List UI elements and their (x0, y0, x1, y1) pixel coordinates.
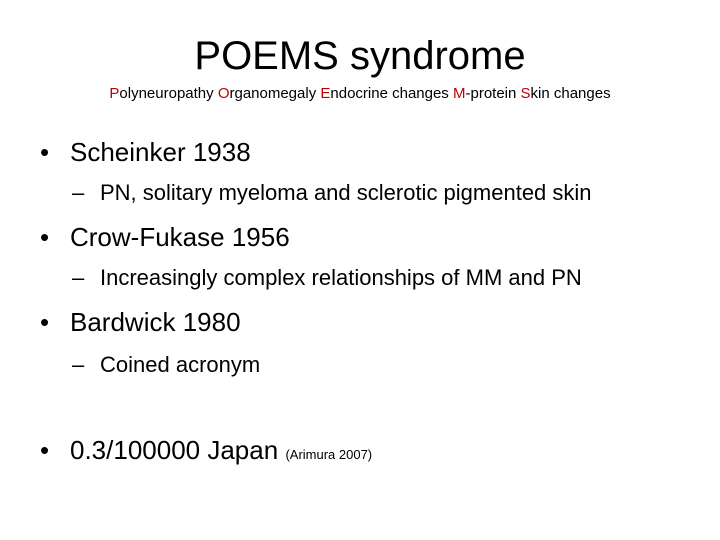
sub-bullet-item (72, 179, 592, 207)
acronym-word-o: rganomegaly (229, 85, 321, 102)
sub-bullet-glyph: – (72, 265, 85, 290)
bullet-item (40, 306, 241, 338)
bullet-text: Bardwick 1980 (70, 307, 241, 337)
bullet-glyph: • (40, 435, 50, 465)
citation-note: (Arimura 2007) (285, 447, 373, 462)
acronym-word-p: olyneuropathy (119, 85, 218, 102)
acronym-initial-e: E (320, 85, 331, 102)
sub-bullet-text: PN, solitary myeloma and sclerotic pigmented skin (100, 180, 592, 205)
acronym-subtitle (0, 84, 720, 104)
bullet-item (40, 136, 251, 168)
sub-bullet-glyph: – (72, 352, 85, 377)
bullet-glyph: • (40, 137, 50, 167)
acronym-initial-p: P (109, 85, 120, 102)
sub-bullet-glyph: – (72, 180, 85, 205)
acronym-word-m: -protein (465, 85, 521, 102)
acronym-initial-o: O (217, 85, 230, 102)
sub-bullet-text: Increasingly complex relationships of MM and PN (100, 265, 582, 290)
acronym-initial-m: M (452, 85, 466, 102)
bullet-glyph: • (40, 222, 50, 252)
acronym-initial-s: S (520, 85, 531, 102)
bullet-text: Scheinker 1938 (70, 137, 251, 167)
bullet-item (40, 434, 372, 471)
bullet-text: Crow-Fukase 1956 (70, 222, 290, 252)
acronym-word-e: ndocrine changes (330, 85, 453, 102)
sub-bullet-item (72, 351, 260, 379)
bullet-text: 0.3/100000 Japan (70, 435, 279, 465)
slide-title: POEMS syndrome (194, 34, 526, 78)
sub-bullet-text: Coined acronym (100, 352, 261, 377)
acronym-word-s: kin changes (530, 85, 611, 102)
sub-bullet-item (72, 264, 582, 292)
bullet-glyph: • (40, 307, 50, 337)
bullet-item (40, 221, 290, 253)
